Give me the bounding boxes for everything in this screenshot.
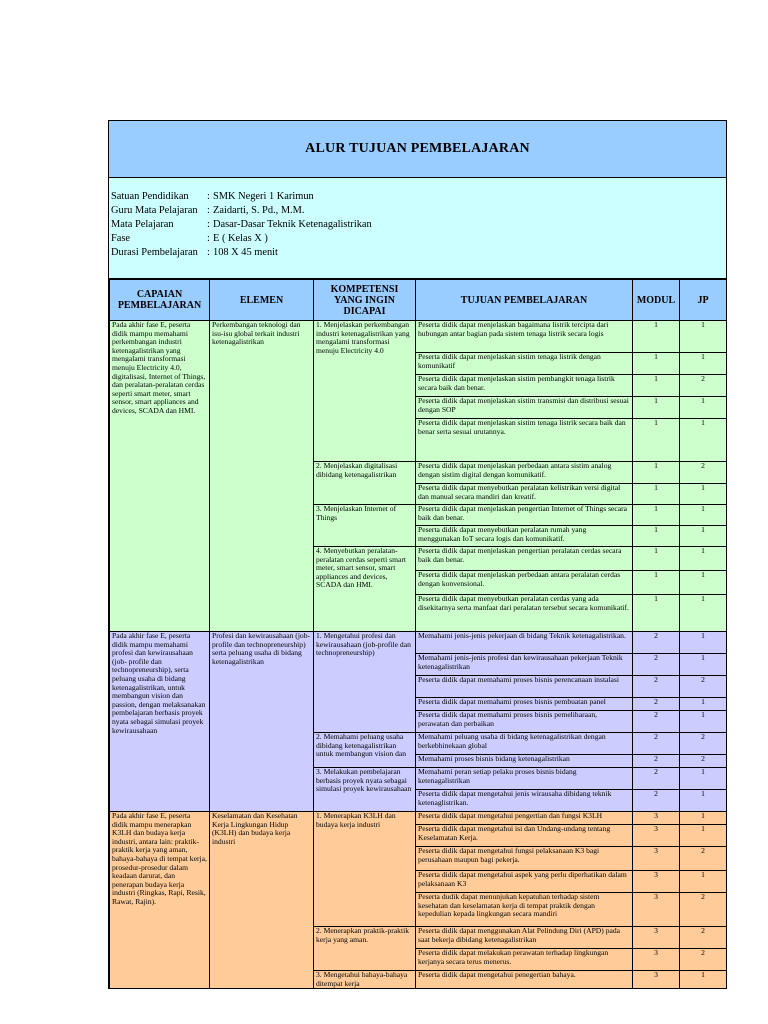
modul-cell: 1 — [633, 353, 680, 375]
info-value: E ( Kelas X ) — [213, 233, 268, 244]
tujuan-cell: Peserta didik dapat menyebutkan peralatan kelistrikan versi digital dan manual secara mandiri dan kreatif. — [416, 484, 633, 505]
info-value: SMK Negeri 1 Karimun — [213, 191, 314, 202]
kompetensi-cell: 3. Melakukan pembelajaran berbasis proyek nyata sebagai simulasi proyek kewirausahaan — [314, 768, 416, 812]
table-header-row — [110, 280, 727, 321]
tujuan-cell: Peserta didik dapat memahami proses bisnis pembuatan panel — [416, 698, 633, 711]
tujuan-cell: Peserta didik dapat memahami proses bisnis pemeliharaan, perawatan dan perbaikan — [416, 711, 633, 733]
modul-cell: 1 — [633, 462, 680, 484]
jp-cell: 2 — [680, 755, 727, 768]
tujuan-cell: Peserta didik dapat menjelaskan bagaimana listrik tercipta dari hubungan antar bagian pada sistem tenaga listrik secara logis — [416, 321, 633, 353]
info-row: Durasi Pembelajaran : 108 X 45 menit — [111, 247, 278, 258]
kompetensi-cell: 3. Menjelaskan Internet of Things — [314, 505, 416, 547]
jp-cell: 2 — [680, 676, 727, 698]
jp-cell: 1 — [680, 632, 727, 654]
jp-cell: 1 — [680, 790, 727, 812]
tujuan-cell: Memahami peran setiap pelaku proses bisnis bidang ketenagalistrikan — [416, 768, 633, 790]
tujuan-cell: Peserta didik dapat menjelaskan sistim pembangkit tenaga listrik secara baik dan benar. — [416, 375, 633, 397]
info-label: Satuan Pendidikan — [111, 191, 189, 202]
tujuan-cell: Peserta didik dapat mengetahui fungsi pelaksanaan K3 bagi perusahaan maupun bagi pekerja. — [416, 847, 633, 871]
jp-cell: 1 — [680, 353, 727, 375]
header-modul: MODUL — [633, 280, 680, 321]
modul-cell: 2 — [633, 698, 680, 711]
jp-cell: 2 — [680, 733, 727, 755]
table-row — [110, 812, 727, 825]
modul-cell: 1 — [633, 547, 680, 571]
info-value: Dasar-Dasar Teknik Ketenagalistrikan — [213, 219, 372, 230]
jp-cell: 2 — [680, 949, 727, 971]
tujuan-cell: Peserta didik dapat menjelaskan perbedaan antara sistim analog dengan sistim digital dengan komunikatif. — [416, 462, 633, 484]
kompetensi-cell: 2. Menerapkan praktik-praktik kerja yang aman. — [314, 927, 416, 971]
tujuan-cell: Memahami peluang usaha di bidang ketenagalistrikan dengan berkebhinekaan global — [416, 733, 633, 755]
modul-cell: 2 — [633, 790, 680, 812]
modul-cell: 3 — [633, 825, 680, 847]
table-row — [110, 632, 727, 654]
kompetensi-cell: 2. Menjelaskan digitalisasi dibidang ketenagalistrikan — [314, 462, 416, 505]
page-title: ALUR TUJUAN PEMBELAJARAN — [109, 121, 726, 178]
modul-cell: 2 — [633, 711, 680, 733]
kompetensi-cell: 4. Menyebutkan peralatan-peralatan cerdas seperti smart meter, smart sensor, smart appliances and devices, SCADA dan HMI. — [314, 547, 416, 632]
jp-cell: 2 — [680, 375, 727, 397]
kompetensi-cell: 2. Memahami peluang usaha dibidang ketenagalistrikan untuk membangun vision dan — [314, 733, 416, 768]
modul-cell: 2 — [633, 654, 680, 676]
jp-cell: 1 — [680, 595, 727, 632]
jp-cell: 1 — [680, 654, 727, 676]
modul-cell: 2 — [633, 733, 680, 755]
info-label: Mata Pelajaran — [111, 219, 174, 230]
jp-cell: 1 — [680, 768, 727, 790]
jp-cell: 1 — [680, 825, 727, 847]
modul-cell: 1 — [633, 397, 680, 419]
info-row: Satuan Pendidikan : SMK Negeri 1 Karimun — [111, 191, 314, 202]
modul-cell: 3 — [633, 871, 680, 893]
tujuan-cell: Memahami proses bisnis bidang ketenagalistrikan — [416, 755, 633, 768]
tujuan-cell: Peserta didik dapat memahami proses bisnis perencanaan instalasi — [416, 676, 633, 698]
modul-cell: 3 — [633, 927, 680, 949]
tujuan-cell: Peserta didik dapat menjelaskan sistim transmisi dan distribusi sesuai dengan SOP — [416, 397, 633, 419]
tujuan-cell: Peserta didik dapat mengetahui pengertian dan fungsi K3LH — [416, 812, 633, 825]
kompetensi-cell: 1. Menerapkan K3LH dan budaya kerja industri — [314, 812, 416, 927]
tujuan-cell: Peserta didik dapat mengetahui jenis wirausaha dibidang teknik ketenaglistrikan. — [416, 790, 633, 812]
modul-cell: 3 — [633, 893, 680, 927]
jp-cell: 1 — [680, 526, 727, 547]
jp-cell: 2 — [680, 893, 727, 927]
tujuan-cell: Peserta didik dapat menyebutkan peralatan rumah yang menggunakan IoT secara logis dan komunikatif. — [416, 526, 633, 547]
modul-cell: 1 — [633, 595, 680, 632]
modul-cell: 2 — [633, 632, 680, 654]
modul-cell: 1 — [633, 571, 680, 595]
document-sheet — [108, 120, 727, 989]
jp-cell: 1 — [680, 971, 727, 989]
tujuan-cell: Peserta didik dapat melakukan perawatan terhadap lingkungan kerjanya secara terus menerus. — [416, 949, 633, 971]
jp-cell: 1 — [680, 711, 727, 733]
elemen-cell: Perkembangan teknologi dan isu-isu global terkait industri ketenagalistrikan — [210, 321, 314, 632]
kompetensi-cell: 1. Mengetahui profesi dan kewirausahaan (job-profile dan technopreneurship) — [314, 632, 416, 733]
modul-cell: 2 — [633, 768, 680, 790]
modul-cell: 1 — [633, 526, 680, 547]
info-label: Guru Mata Pelajaran — [111, 205, 198, 216]
tujuan-cell: Peserta didik dapat menjelaskan sistim tenaga listrik secara baik dan benar serta sesuai urutannya. — [416, 419, 633, 462]
table-row — [110, 321, 727, 353]
tujuan-cell: Peserta dudik dapat menunjukan kepatuhan terhadap sistem kesehatan dan keselamatan kerja di tempat praktik dengan kepedulian kepada lingkungan secara mandiri — [416, 893, 633, 927]
modul-cell: 2 — [633, 676, 680, 698]
header-jp: JP — [680, 280, 727, 321]
jp-cell: 1 — [680, 698, 727, 711]
tujuan-cell: Peserta didik dapat menggunakan Alat Pelindung Diri (APD) pada saat bekerja dibidang ketenagalistrikan — [416, 927, 633, 949]
modul-cell: 3 — [633, 971, 680, 989]
header-tujuan: TUJUAN PEMBELAJARAN — [416, 280, 633, 321]
info-row: Fase : E ( Kelas X ) — [111, 233, 268, 244]
tujuan-cell: Memahami jenis-jenis pekerjaan di bidang Teknik ketenagalistrikan. — [416, 632, 633, 654]
modul-cell: 1 — [633, 375, 680, 397]
jp-cell: 1 — [680, 484, 727, 505]
header-elemen: ELEMEN — [210, 280, 314, 321]
header-capaian: CAPAIAN PEMBELAJARAN — [110, 280, 210, 321]
jp-cell: 1 — [680, 419, 727, 462]
elemen-cell: Keselamatan dan Kesehatan Kerja Lingkungan Hidup (K3LH) dan budaya kerja industri — [210, 812, 314, 989]
jp-cell: 2 — [680, 927, 727, 949]
tujuan-cell: Peserta didik dapat menjelaskan perbedaan antara peralatan cerdas dengan konvensional. — [416, 571, 633, 595]
jp-cell: 2 — [680, 462, 727, 484]
jp-cell: 1 — [680, 812, 727, 825]
learning-flow-table — [109, 279, 727, 989]
capaian-cell: Pada akhir fase E, peserta didik mampu memahami profesi dan kewirausahaan (job- profile dan technopreneurship), serta peluang usaha di bidang ketenagalistrikan, untuk membangun vision dan passion, dengan melaksanakan pembelajaran berbasis proyek nyata sebagai simulasi proyek kewirausahaan — [110, 632, 210, 812]
tujuan-cell: Peserta didik dapat menjelaskan sistim tenaga listrik dengan komunikatif — [416, 353, 633, 375]
modul-cell: 2 — [633, 755, 680, 768]
modul-cell: 3 — [633, 949, 680, 971]
modul-cell: 1 — [633, 505, 680, 526]
info-label: Fase — [111, 233, 131, 244]
header-kompetensi: KOMPETENSI YANG INGIN DICAPAI — [314, 280, 416, 321]
capaian-cell: Pada akhir fase E, peserta didik mampu menerapkan K3LH dan budaya kerja industri, antara lain: praktik-praktik kerja yang aman, bahaya-bahaya di tempat kerja, prosedur-prosedur dalam keadaan darurat, dan penerapan budaya kerja industri (Ringkas, Rapi, Resik, Rawat, Rajin). — [110, 812, 210, 989]
tujuan-cell: Memahami jenis-jenis profesi dan kewirausahaan pekerjaan Teknik ketenagalistrikan — [416, 654, 633, 676]
tujuan-cell: Peserta didik dapat mengetahui penegertian bahaya. — [416, 971, 633, 989]
jp-cell: 1 — [680, 571, 727, 595]
modul-cell: 3 — [633, 812, 680, 825]
jp-cell: 1 — [680, 321, 727, 353]
elemen-cell: Profesi dan kewirausahaan (job-profile dan technopreneurship) serta peluang usaha di bidang ketenagalistrikan — [210, 632, 314, 812]
capaian-cell: Pada akhir fase E, peserta didik mampu memahami perkembangan industri ketenagalistrikan yang mengalami transformasi menuju Electricity 4.0, digitalisasi, Internet of Things, dan peralatan-peralatan cerdas seperti smart meter, smart sensor, smart appliances and devices, SCADA dan HMI. — [110, 321, 210, 632]
tujuan-cell: Peserta didik dapat mengetahui aspek yang perlu diperhatikan dalam pelaksanaan K3 — [416, 871, 633, 893]
info-label: Durasi Pembelajaran — [111, 247, 198, 258]
tujuan-cell: Peserta didik dapat menyebutkan peralatan cerdas yang ada disekitarnya serta manfaat dari peralatan tersebut secara komunikatif. — [416, 595, 633, 632]
info-row: Mata Pelajaran : Dasar-Dasar Teknik Ketenagalistrikan — [111, 219, 372, 230]
tujuan-cell: Peserta didik dapat mengetahui isi dan Undang-undang tentang Keselamatan Kerja. — [416, 825, 633, 847]
tujuan-cell: Peserta didik dapat menjelaskan pengertian peralatan cerdas secara baik dan benar. — [416, 547, 633, 571]
info-block — [109, 178, 726, 279]
info-value: 108 X 45 menit — [213, 247, 278, 258]
modul-cell: 1 — [633, 321, 680, 353]
jp-cell: 1 — [680, 871, 727, 893]
info-row: Guru Mata Pelajaran : Zaidarti, S. Pd., M.M. — [111, 205, 305, 216]
info-value: Zaidarti, S. Pd., M.M. — [213, 205, 305, 216]
modul-cell: 3 — [633, 847, 680, 871]
modul-cell: 1 — [633, 484, 680, 505]
jp-cell: 1 — [680, 547, 727, 571]
tujuan-cell: Peserta didik dapat menjelaskan pengertian Internet of Things secara baik dan benar. — [416, 505, 633, 526]
jp-cell: 1 — [680, 505, 727, 526]
kompetensi-cell: 3. Mengetahui bahaya-bahaya ditempat kerja — [314, 971, 416, 989]
jp-cell: 2 — [680, 847, 727, 871]
jp-cell: 1 — [680, 397, 727, 419]
modul-cell: 1 — [633, 419, 680, 462]
kompetensi-cell: 1. Menjelaskan perkembangan industri ketenagalistrikan yang mengalami transformasi menuju Electricity 4.0 — [314, 321, 416, 462]
